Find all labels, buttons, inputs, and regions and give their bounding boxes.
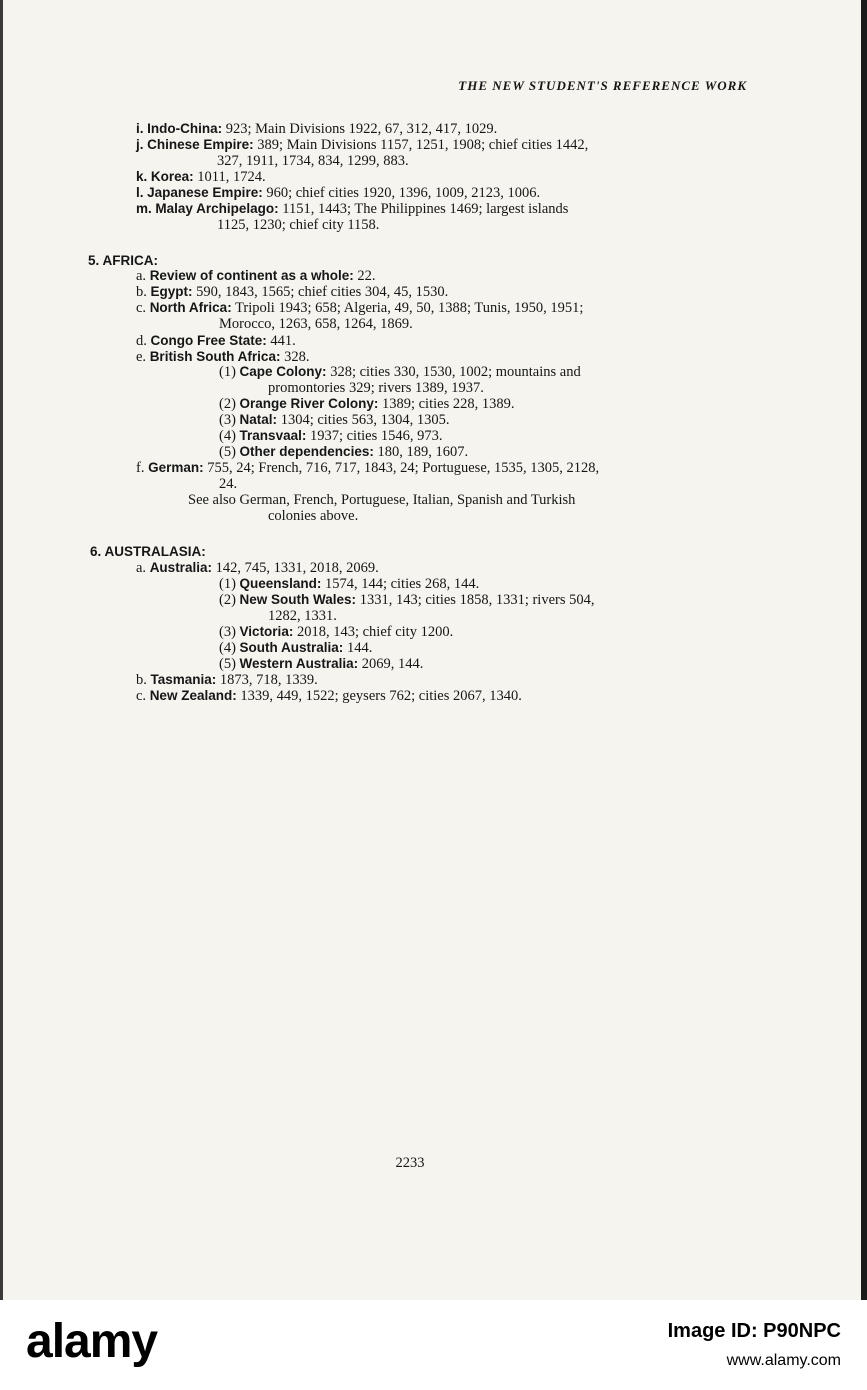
entry-refs: 590, 1843, 1565; chief cities 304, 45, 1530.	[196, 284, 449, 300]
entry-line	[136, 349, 309, 365]
entry-title: British South Africa:	[149, 349, 281, 364]
entry-line	[136, 169, 266, 185]
entry-letter: b.	[136, 672, 147, 688]
entry-title: Cape Colony:	[239, 364, 327, 379]
entry-letter: b.	[136, 284, 147, 300]
entry-letter: i.	[136, 121, 144, 136]
entry-refs: 1339, 449, 1522; geysers 762; cities 2067, 1340.	[240, 688, 522, 704]
entry-continuation: 24.	[219, 476, 238, 492]
entry-line	[136, 137, 588, 153]
entry-number: (2)	[219, 592, 236, 608]
entry-number: (1)	[219, 364, 236, 380]
watermark-url: www.alamy.com	[726, 1352, 841, 1369]
entry-letter: l.	[136, 185, 144, 200]
entry-refs: 389; Main Divisions 1157, 1251, 1908; chief cities 1442,	[257, 137, 589, 153]
entry-line	[219, 444, 468, 460]
entry-number: (1)	[219, 576, 236, 592]
entry-line	[136, 300, 583, 316]
entry-line	[219, 412, 449, 428]
entry-letter: a.	[136, 268, 147, 284]
entry-refs: 441.	[270, 333, 296, 349]
alamy-logo: alamy	[26, 1315, 158, 1368]
entry-continuation: Morocco, 1263, 658, 1264, 1869.	[219, 316, 413, 332]
entry-number: (2)	[219, 396, 236, 412]
entry-line	[219, 640, 372, 656]
entry-title: New South Wales:	[239, 592, 357, 607]
entry-refs: 1304; cities 563, 1304, 1305.	[280, 412, 450, 428]
page-right-edge	[861, 0, 867, 1300]
entry-refs: 1873, 718, 1339.	[219, 672, 318, 688]
entry-number: (3)	[219, 624, 236, 640]
entry-refs: 2069, 144.	[361, 656, 424, 672]
entry-title: North Africa:	[149, 300, 232, 315]
entry-number: (5)	[219, 656, 236, 672]
entry-continuation: 1282, 1331.	[268, 608, 337, 624]
entry-line	[219, 364, 581, 380]
entry-refs: 144.	[346, 640, 373, 656]
entry-refs: 22.	[357, 268, 376, 284]
entry-title: Queensland:	[239, 576, 322, 591]
entry-title: Orange River Colony:	[239, 396, 379, 411]
entry-line	[136, 460, 599, 476]
entry-line	[136, 121, 497, 137]
entry-continuation: colonies above.	[268, 508, 359, 524]
entry-letter: d.	[136, 333, 147, 349]
entry-title: Tasmania:	[150, 672, 217, 687]
entry-refs: 1389; cities 228, 1389.	[381, 396, 515, 412]
page-left-edge	[0, 0, 3, 1300]
entry-title: Other dependencies:	[239, 444, 374, 459]
entry-title: Victoria:	[239, 624, 294, 639]
entry-title: Natal:	[239, 412, 278, 427]
entry-line	[136, 185, 540, 201]
entry-letter: c.	[136, 688, 147, 704]
entry-refs: 1011, 1724.	[197, 169, 266, 185]
entry-letter: c.	[136, 300, 147, 316]
entry-title: Korea:	[150, 169, 194, 184]
section-heading-australasia: 6. AUSTRALASIA:	[90, 544, 206, 559]
entry-continuation: promontories 329; rivers 1389, 1937.	[268, 380, 484, 396]
entry-title: German:	[148, 460, 204, 475]
entry-title: Australia:	[149, 560, 212, 575]
entry-refs: 1331, 143; cities 1858, 1331; rivers 504,	[359, 592, 595, 608]
running-head: THE NEW STUDENT'S REFERENCE WORK	[458, 78, 747, 93]
entry-letter: a.	[136, 560, 147, 576]
entry-title: Congo Free State:	[150, 333, 267, 348]
entry-refs: 180, 189, 1607.	[377, 444, 469, 460]
watermark-bar	[0, 1300, 867, 1390]
entry-title: New Zealand:	[149, 688, 237, 703]
entry-refs: 328; cities 330, 1530, 1002; mountains and	[330, 364, 581, 380]
entry-refs: 1574, 144; cities 268, 144.	[324, 576, 480, 592]
entry-title: Chinese Empire:	[147, 137, 254, 152]
entry-letter: k.	[136, 169, 148, 184]
entry-line	[136, 268, 375, 284]
image-id: Image ID: P90NPC	[667, 1320, 841, 1342]
entry-line	[136, 672, 318, 688]
section-heading-africa: 5. AFRICA:	[88, 253, 158, 268]
entry-letter: j.	[136, 137, 144, 152]
entry-line	[219, 576, 479, 592]
entry-refs: 2018, 143; chief city 1200.	[296, 624, 454, 640]
entry-line	[136, 284, 448, 300]
entry-line	[136, 560, 379, 576]
entry-number: (3)	[219, 412, 236, 428]
entry-letter: m.	[136, 201, 152, 216]
entry-title: South Australia:	[239, 640, 344, 655]
entry-line	[136, 201, 568, 217]
entry-refs: 755, 24; French, 716, 717, 1843, 24; Portuguese, 1535, 1305, 2128,	[207, 460, 600, 476]
entry-refs: 1937; cities 1546, 973.	[309, 428, 443, 444]
entry-title: Japanese Empire:	[147, 185, 263, 200]
entry-title: Western Australia:	[239, 656, 359, 671]
entry-title: Malay Archipelago:	[155, 201, 279, 216]
entry-number: (4)	[219, 640, 236, 656]
entry-refs: 960; chief cities 1920, 1396, 1009, 2123, 1006.	[266, 185, 541, 201]
entry-refs: 923; Main Divisions 1922, 67, 312, 417, 1029.	[225, 121, 498, 137]
entry-refs: 142, 745, 1331, 2018, 2069.	[215, 560, 379, 576]
entry-title: Transvaal:	[239, 428, 307, 443]
entry-continuation: 327, 1911, 1734, 834, 1299, 883.	[217, 153, 409, 169]
page-number: 2233	[395, 1155, 425, 1171]
entry-line	[219, 624, 453, 640]
entry-refs: 328.	[284, 349, 310, 365]
entry-letter: e.	[136, 349, 147, 365]
entry-number: (4)	[219, 428, 236, 444]
entry-line	[136, 333, 296, 349]
entry-title: Egypt:	[150, 284, 193, 299]
entry-line	[219, 656, 423, 672]
entry-line	[219, 396, 514, 412]
entry-title: Review of continent as a whole:	[149, 268, 354, 283]
entry-number: (5)	[219, 444, 236, 460]
entry-letter: f.	[136, 460, 145, 476]
entry-refs: Tripoli 1943; 658; Algeria, 49, 50, 1388; Tunis, 1950, 1951;	[235, 300, 584, 316]
entry-title: Indo-China:	[147, 121, 223, 136]
see-also-note: See also German, French, Portuguese, Italian, Spanish and Turkish	[188, 492, 576, 508]
entry-line	[219, 428, 442, 444]
entry-continuation: 1125, 1230; chief city 1158.	[217, 217, 380, 233]
entry-line	[219, 592, 594, 608]
entry-line	[136, 688, 522, 704]
entry-refs: 1151, 1443; The Philippines 1469; largest islands	[282, 201, 569, 217]
